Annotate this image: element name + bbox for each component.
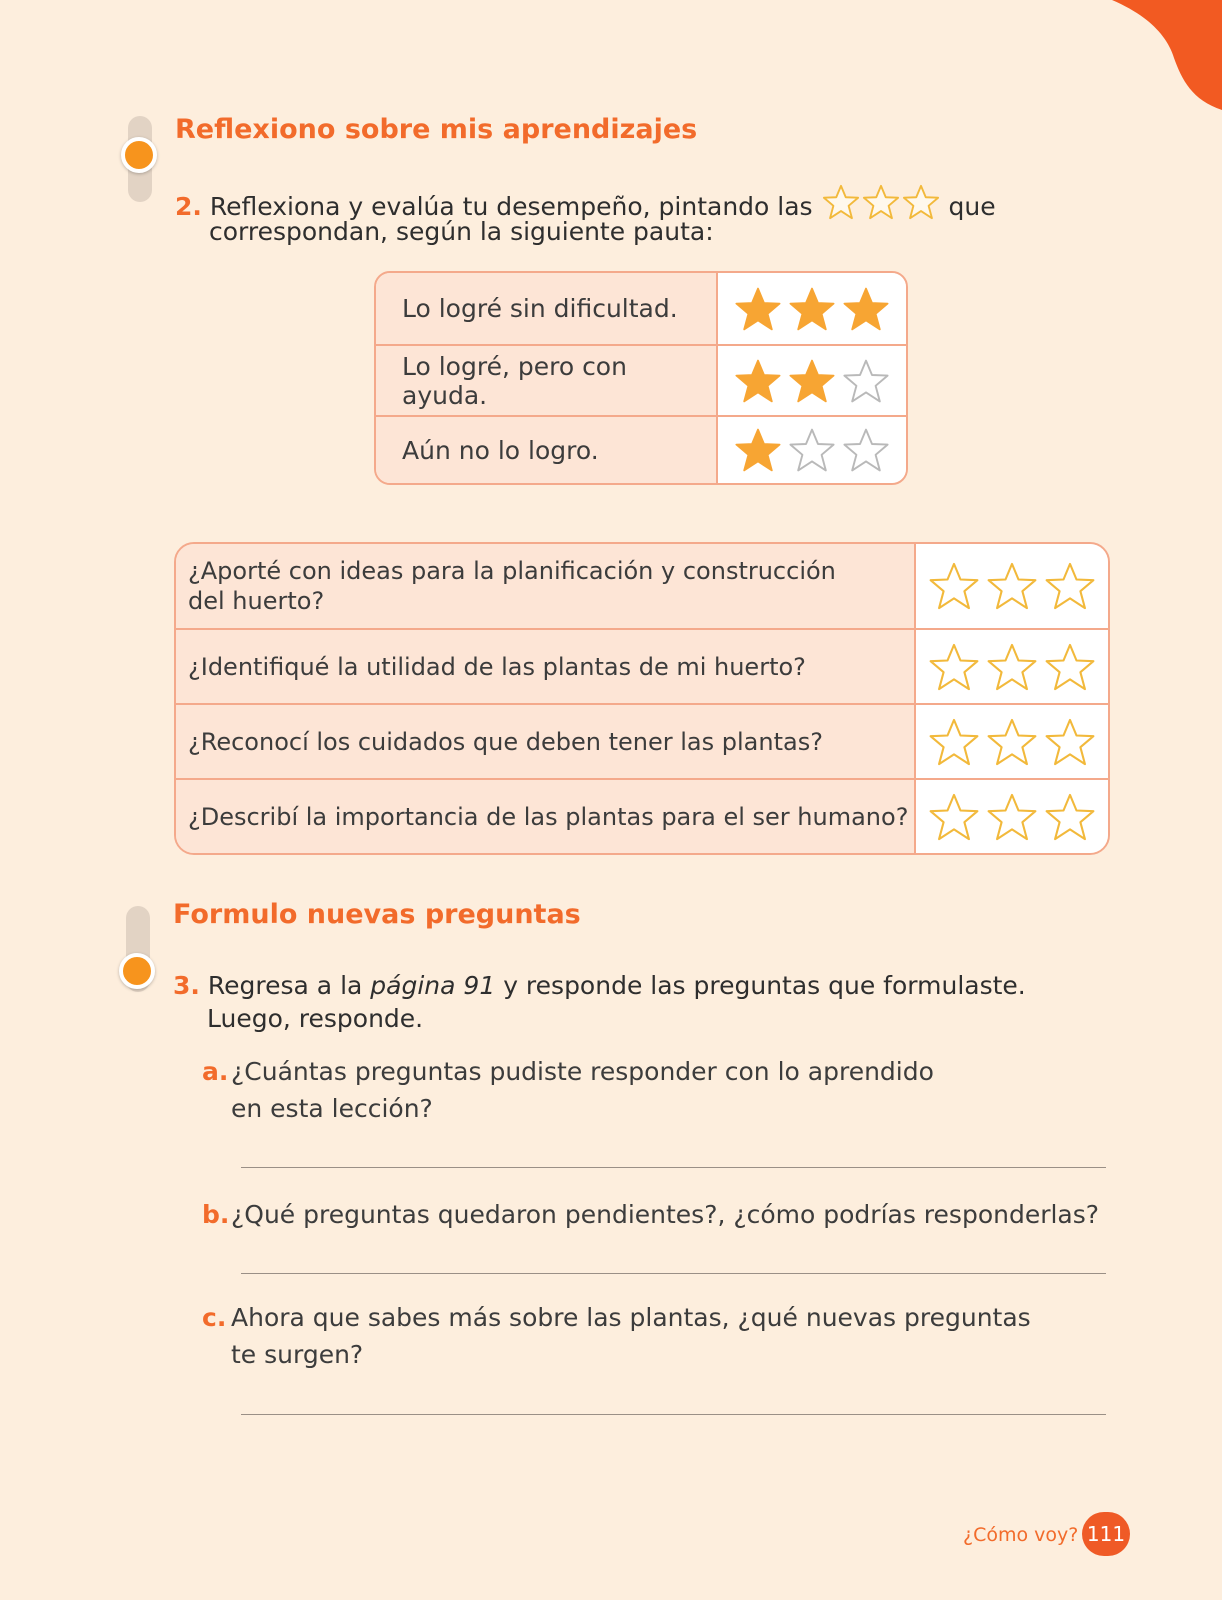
sub-question-a — [202, 1053, 934, 1127]
star-filled-icon — [734, 285, 782, 333]
star-outline-icon[interactable] — [1044, 716, 1096, 768]
star-filled-icon — [734, 426, 782, 474]
question-number: 3. — [173, 971, 200, 1000]
self-evaluation-row — [176, 703, 1108, 778]
question-text: ¿Aporté con ideas para la planificación y construcción — [188, 557, 836, 585]
sub-question-letter: c. — [202, 1303, 227, 1332]
page-reference: página 91 — [370, 971, 496, 1000]
star-outline-icon[interactable] — [986, 791, 1038, 843]
rubric-label: Lo logré sin dificultad. — [376, 273, 716, 344]
sub-question-text: en esta lección? — [231, 1094, 433, 1123]
footer-section-label: ¿Cómo voy? — [963, 1524, 1079, 1546]
section-marker — [128, 116, 152, 202]
sub-question-text: Ahora que sabes más sobre las plantas, ¿qué nuevas preguntas — [231, 1303, 1031, 1332]
star-filled-icon — [788, 357, 836, 405]
sub-question-letter: a. — [202, 1057, 229, 1086]
rubric-stars — [716, 346, 906, 415]
question-text: del huerto? — [188, 587, 325, 615]
sub-question-letter: b. — [202, 1200, 230, 1229]
star-outline-icon[interactable] — [928, 641, 980, 693]
question-3-line2: Luego, responde. — [207, 1004, 424, 1033]
star-outline-icon[interactable] — [986, 641, 1038, 693]
self-evaluation-stars[interactable] — [914, 630, 1108, 703]
rubric-row — [376, 344, 906, 415]
star-outline-icon — [842, 426, 890, 474]
answer-line[interactable] — [241, 1273, 1106, 1274]
star-outline-icon — [822, 183, 860, 221]
question-3 — [173, 969, 1026, 1002]
rubric-row — [376, 415, 906, 483]
question-number: 2. — [175, 192, 202, 221]
star-outline-icon[interactable] — [1044, 560, 1096, 612]
star-outline-icon — [842, 357, 890, 405]
star-outline-icon[interactable] — [1044, 641, 1096, 693]
star-outline-icon — [902, 183, 940, 221]
rubric-table — [374, 271, 908, 485]
question-text: ¿Describí la importancia de las plantas para el ser humano? — [188, 802, 909, 831]
star-outline-icon — [862, 183, 900, 221]
self-evaluation-question — [176, 705, 914, 778]
star-filled-icon — [734, 357, 782, 405]
sub-question-text: ¿Cuántas preguntas pudiste responder con lo aprendido — [231, 1057, 934, 1086]
self-evaluation-row — [176, 778, 1108, 853]
rubric-label: Lo logré, pero con ayuda. — [376, 346, 716, 415]
self-evaluation-table — [174, 542, 1110, 855]
star-outline-icon[interactable] — [928, 560, 980, 612]
question-text: ¿Reconocí los cuidados que deben tener las plantas? — [188, 727, 823, 756]
rubric-stars — [716, 417, 906, 483]
question-3-text: Regresa a la — [207, 971, 363, 1000]
self-evaluation-stars[interactable] — [914, 705, 1108, 778]
question-2-line2: correspondan, según la siguiente pauta: — [209, 217, 714, 246]
self-evaluation-stars[interactable] — [914, 780, 1108, 853]
star-outline-icon — [788, 426, 836, 474]
question-2-text: Reflexiona y evalúa tu desempeño, pintando las — [209, 192, 813, 221]
self-evaluation-question — [176, 780, 914, 853]
page-number: 111 — [1082, 1512, 1130, 1556]
rubric-label: Aún no lo logro. — [376, 417, 716, 483]
sub-question-c — [202, 1299, 1031, 1373]
question-2-text-after: que — [948, 192, 996, 221]
sub-question-b — [202, 1196, 1099, 1233]
star-outline-icon[interactable] — [986, 560, 1038, 612]
section-title-formulo: Formulo nuevas preguntas — [173, 899, 581, 930]
sub-question-text: ¿Qué preguntas quedaron pendientes?, ¿cómo podrías responderlas? — [231, 1200, 1100, 1229]
question-3-text-after: y responde las preguntas que formulaste. — [503, 971, 1026, 1000]
rubric-row — [376, 273, 906, 344]
section-title-reflexiono: Reflexiono sobre mis aprendizajes — [175, 114, 698, 145]
star-outline-icon[interactable] — [928, 716, 980, 768]
star-filled-icon — [842, 285, 890, 333]
question-text: ¿Identifiqué la utilidad de las plantas de mi huerto? — [188, 652, 806, 681]
answer-line[interactable] — [241, 1167, 1106, 1168]
self-evaluation-stars[interactable] — [914, 544, 1108, 628]
corner-decoration — [1112, 0, 1222, 110]
self-evaluation-question — [176, 544, 914, 628]
sub-question-text: te surgen? — [231, 1340, 364, 1369]
star-outline-icon[interactable] — [986, 716, 1038, 768]
star-outline-icon[interactable] — [928, 791, 980, 843]
rubric-stars — [716, 273, 906, 344]
section-marker — [126, 906, 150, 992]
star-outline-icon[interactable] — [1044, 791, 1096, 843]
self-evaluation-row — [176, 544, 1108, 628]
self-evaluation-question — [176, 630, 914, 703]
self-evaluation-row — [176, 628, 1108, 703]
inline-stars — [821, 192, 949, 221]
star-filled-icon — [788, 285, 836, 333]
answer-line[interactable] — [241, 1414, 1106, 1415]
